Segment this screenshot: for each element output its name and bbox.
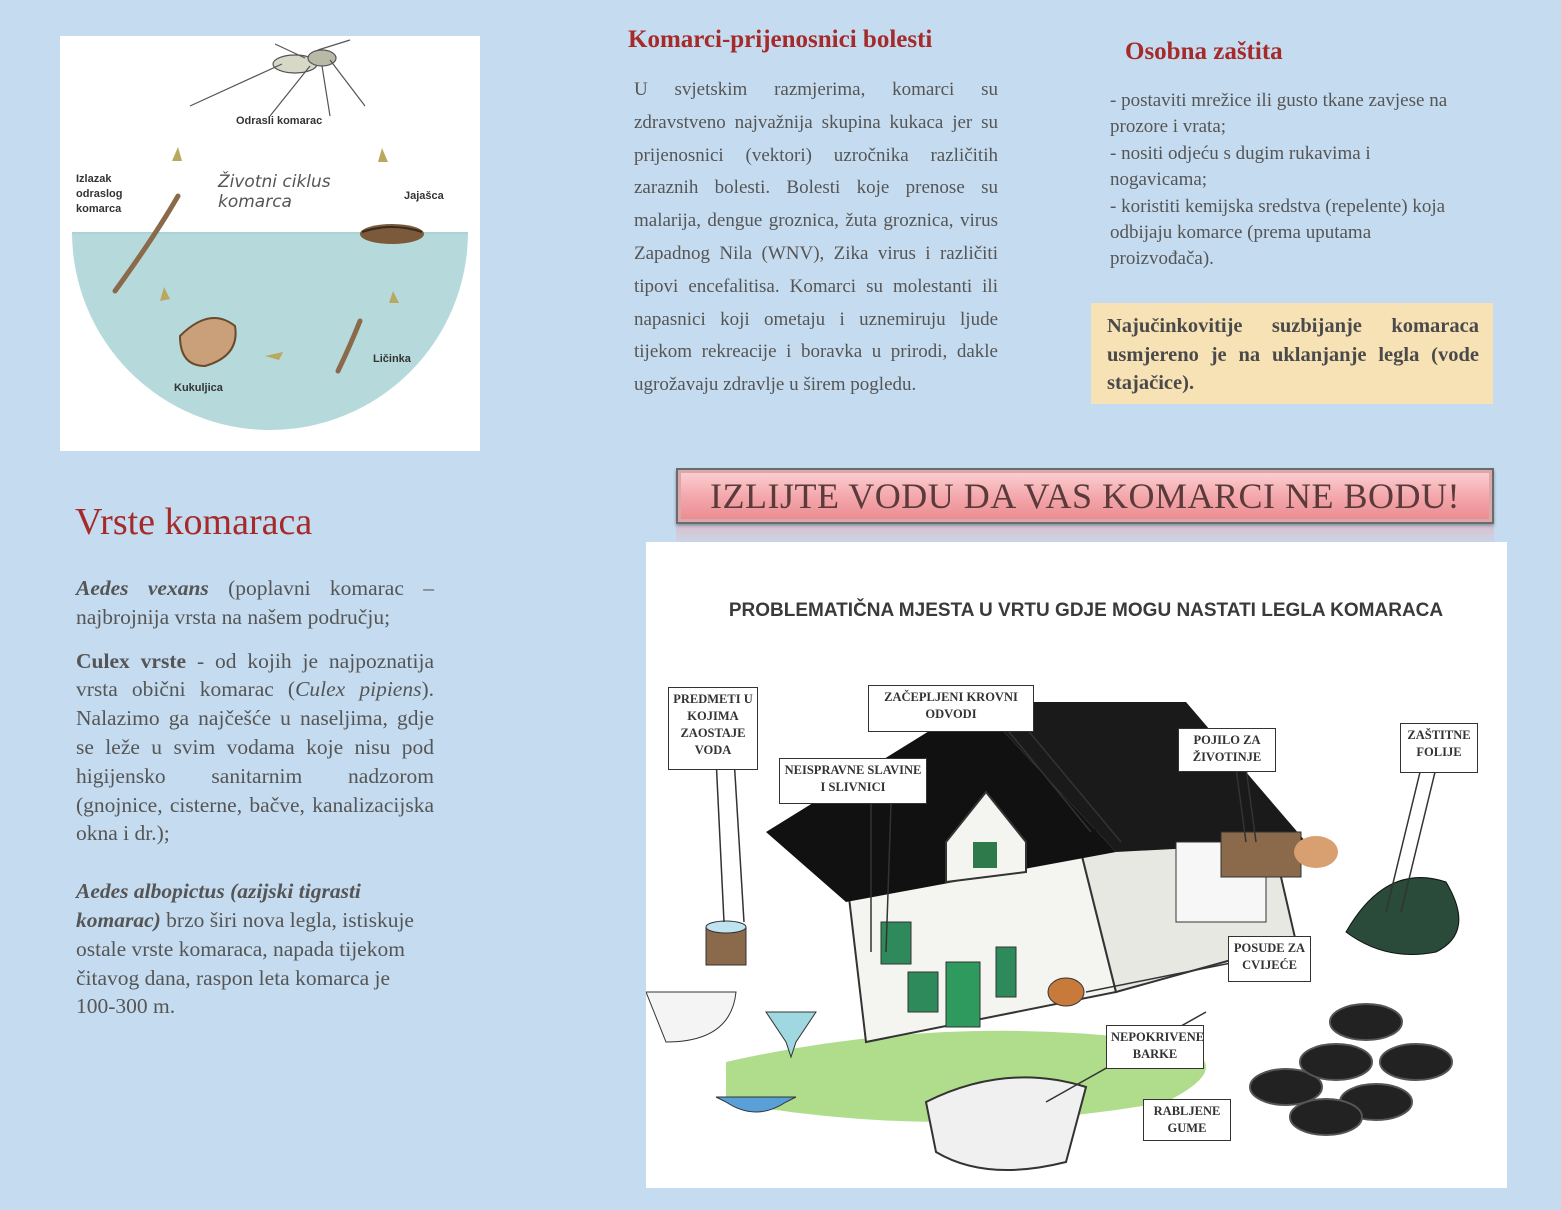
callout-animal-water: POJILO ZA ŽIVOTINJE [1178,728,1276,772]
species-aedes-vexans: Aedes vexans (poplavni komarac – najbrojnija vrsta na našem području; [76,576,434,629]
eggs-icon [360,224,424,244]
lifecycle-figure [60,36,480,451]
species-culex: Culex vrste - od kojih je najpoznatija vrsta obični komarac (Culex pipiens). Nalazimo ga najčešće u naseljima, gdje se leže u svim vodama koje nisu pod higijensko sanitarnim nadzorom (gnojnice, cisterne, bačve, kanalizacijska okna i dr.); [76,648,435,846]
species-aedes-albopictus: Aedes albopictus (azijski tigrasti komarac) brzo širi nova legla, istiskuje ostale vrste komaraca, napada tijekom čitavog dana, raspon leta komarca je 100-300 m. [76,879,414,1019]
garden-title: PROBLEMATIČNA MJESTA U VRTU GDJE MOGU NASTATI LEGLA KOMARACA [728,600,1444,621]
protection-list [1110,88,1450,273]
protection-item: - koristiti kemijska sredstva (repelente) koja odbijaju komarce (prema uputama proizvođača). [1110,195,1446,270]
callout-taps: NEISPRAVNE SLAVINE I SLIVNICI [779,758,927,804]
diseases-text: U svjetskim razmjerima, komarci su zdravstveno najvažnija skupina kukaca jer su prijenosnici (vektori) uzročnika različitih zaraznih bolesti. Bolesti koje prenose su malarija, dengue groznica, žuta groznica, virus Zapadnog Nila (WNV), Zika virus i različiti tipovi encefalitisa. Komarci su molestanti ili napasnici koji ometaju i uznemiruju ljude tijekom rekreacije i boravka u prirodi, dakle ugrožavaju zdravlje u širem pogledu. [634,79,998,396]
species-title: Vrste komaraca [75,501,313,543]
callout-boats: NEPOKRIVENE BARKE [1106,1025,1204,1069]
label-pupa: Kukuljica [174,382,223,394]
callout-tyres: RABLJENE GUME [1143,1099,1231,1141]
callout-flower-pots: POSUDE ZA CVIJEĆE [1228,936,1311,982]
protection-item: - nositi odjeću s dugim rukavima i nogavicama; [1110,142,1371,191]
callout-foil: ZAŠTITNE FOLIJE [1400,723,1478,773]
label-emergence: Izlazak odraslog komarca [76,173,123,215]
lifecycle-illustration [60,36,480,451]
callout-standing-water: PREDMETI U KOJIMA ZAOSTAJE VODA [668,687,758,770]
label-larva: Ličinka [373,353,411,365]
species-text [76,574,434,1021]
banner-slogan: IZLIJTE VODU DA VAS KOMARCI NE BODU! [676,468,1494,524]
adult-mosquito-icon [190,40,365,116]
protection-item: - postaviti mrežice ili gusto tkane zavjese na prozore i vrata; [1110,90,1448,138]
house-illustration [646,542,1507,1188]
protection-title: Osobna zaštita [1125,38,1283,65]
label-eggs: Jajašca [404,190,444,202]
garden-infographic [646,542,1507,1188]
lifecycle-title: Životni ciklus komarca [218,172,331,213]
callout-gutters: ZAČEPLJENI KROVNI ODVODI [868,685,1034,732]
diseases-title: Komarci-prijenosnici bolesti [628,26,933,53]
label-adult: Odrasli komarac [236,115,323,127]
tip-box: Najučinkovitije suzbijanje komaraca usmjereno je na uklanjanje legla (vode stajačice). [1091,303,1493,404]
